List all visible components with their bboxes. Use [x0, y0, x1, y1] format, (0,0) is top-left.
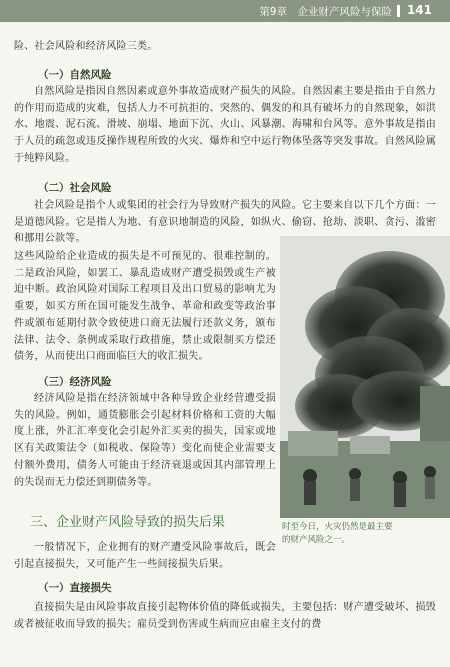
chapter-title: 第9章 企业财产风险与保险	[259, 6, 392, 18]
heading-social-risk: （二）社会风险	[38, 182, 112, 194]
intro-paragraph: 险、社会风险和经济风险三类。	[14, 41, 158, 52]
heading-direct-loss: （一）直接损失	[38, 582, 112, 594]
section-heading-loss-consequences: 三、企业财产风险导致的损失后果	[30, 515, 226, 530]
heading-economic-risk: （三）经济风险	[38, 376, 112, 388]
direct-loss-paragraph: 直接损失是由风险事故直接引起物体价值的降低或损失，主要包括：财产遭受破坏、损毁或者被征收而导致的损失；雇员受到伤害或生病而应由雇主支付的费	[14, 602, 436, 630]
social-risk-paragraph-wide: 社会风险是指个人或集团的社会行为导致财产损失的风险。它主要来自以下几个方面：一是道德风险。它是指人为地、有意识地制造的风险，如纵火、偷窃、抢劫、淡职、贪污、滥密和挪用公款等。	[14, 200, 436, 245]
fire-smoke-photo	[280, 236, 450, 518]
social-risk-paragraph-narrow: 这些风险给企业造成的损失是不可预见的、很难控制的。二是政治风险，如罢工、暴乱造成财产遭受损毁或生产被迫中断。政治风险对国际工程项目及出口贸易的影响尤为重要，如买方所在国可能发生战争、革命和政变等政治事件或颁布延期付款令致使进口商无法履行还款义务，颁布法律、法令、条例或采取行政措施，禁止或限制买方偿还债务，从而使出口商面临巨大的收汇损失。	[14, 251, 276, 363]
photo-caption: 时至今日，火灾仍然是最主要的财产风险之一。	[282, 522, 393, 545]
page-number: 141	[406, 3, 432, 17]
header-divider	[397, 5, 400, 17]
loss-consequences-paragraph: 一般情况下，企业拥有的财产遭受风险事故后，既会引起直接损失，又可能产生一些间接损失后果。	[14, 542, 276, 570]
chapter-header-band	[0, 0, 450, 22]
natural-risk-paragraph: 自然风险是指因自然因素或意外事故造成财产损失的风险。自然因素主要是指由于自然力的作用而造成的灾难，包括人力不可抗拒的、突然的、偶发的和具有破坏力的自然现象，如洪水、地震、泥石流、滑坡、崩塌、地面下沉、火山、风暴潮、海啸和台风等。意外事故是指由于人员的疏忽或违反操作规程所致的火灾、爆炸和空中运行物体坠落等突发事故。自然风险属于纯粹风险。	[14, 86, 436, 164]
economic-risk-paragraph: 经济风险是指在经济领域中各种导致企业经营遭受损失的风险。例如，通货膨胀会引起材料价格和工资的大幅度上涨，外汇汇率变化会引起外汇买卖的损失，国家或地区有关政策法令（如税收、保险等）变化而使企业需要支付额外费用，债务人可能由于经济衰退或因其内部管理上的失误而无力偿还到期债务等。	[14, 393, 276, 488]
heading-natural-risk: （一）自然风险	[38, 69, 112, 81]
